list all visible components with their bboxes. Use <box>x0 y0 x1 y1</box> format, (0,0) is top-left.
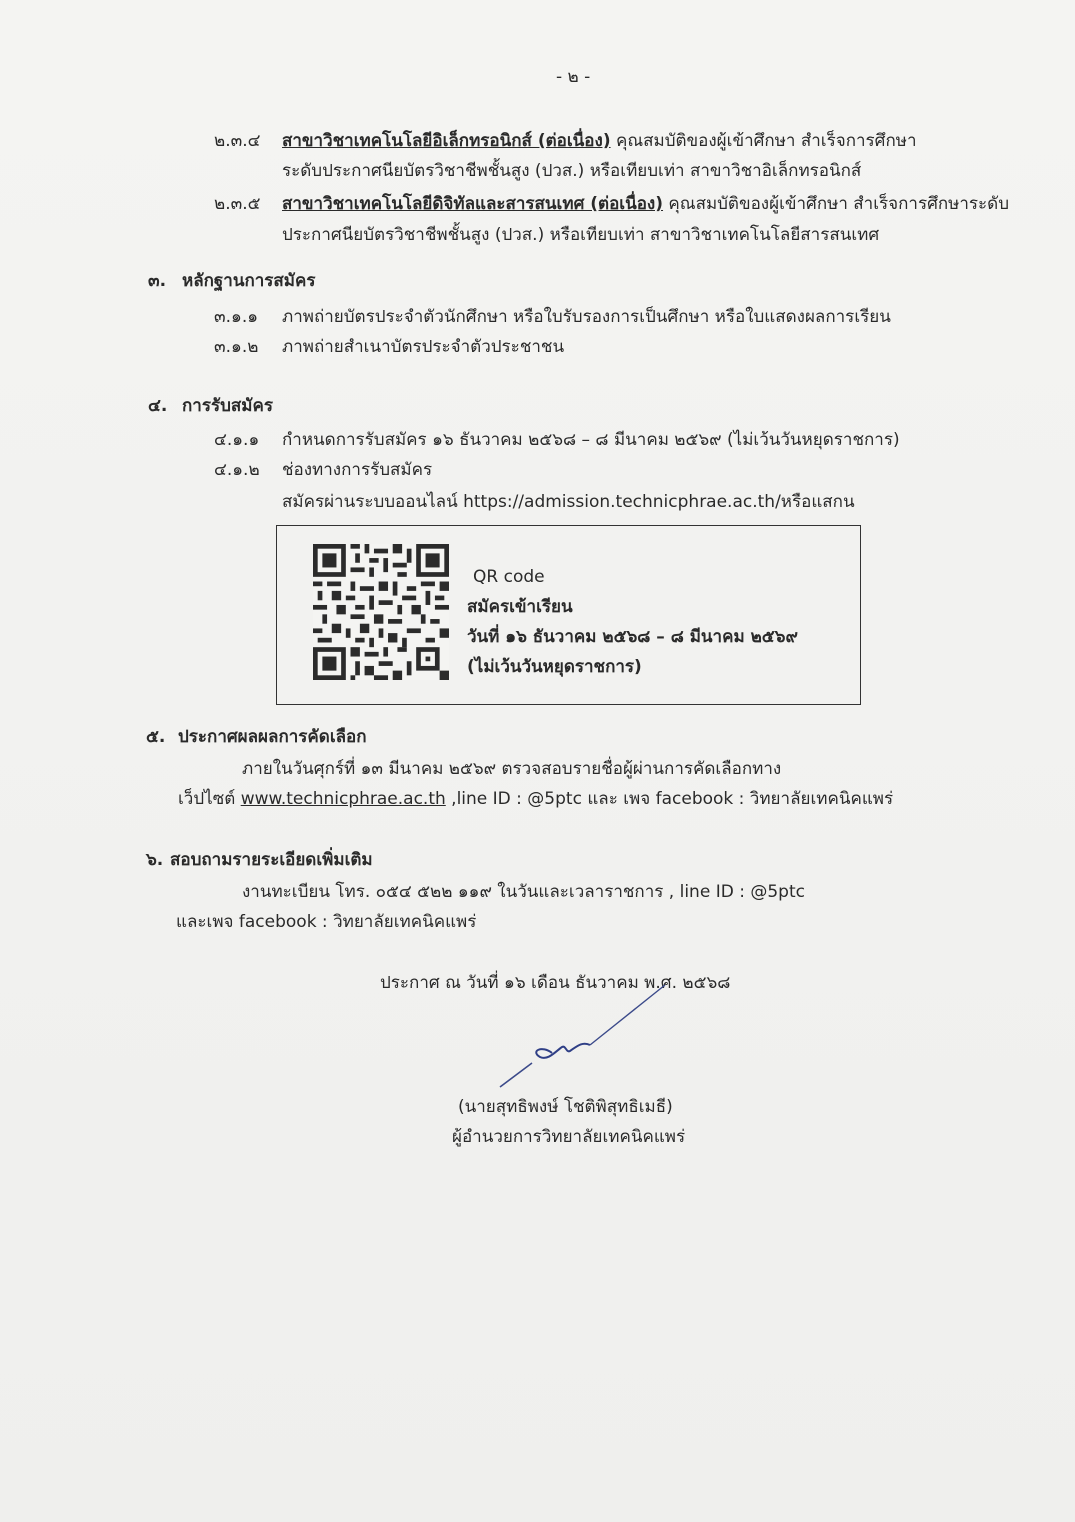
item-235-line1 <box>282 193 1009 215</box>
item-235-rest: คุณสมบัติของผู้เข้าศึกษา สำเร็จการศึกษาระดับ <box>663 194 1010 214</box>
item-311-number: ๓.๑.๑ <box>214 307 259 327</box>
signer-title: ผู้อำนวยการวิทยาลัยเทคนิคแพร่ <box>452 1127 686 1147</box>
section-5-title: ประกาศผลผลการคัดเลือก <box>178 727 367 747</box>
item-234-number: ๒.๓.๔ <box>214 131 261 151</box>
qr-apply-label: สมัครเข้าเรียน <box>467 597 573 617</box>
item-312-text: ภาพถ่ายสำเนาบัตรประจำตัวประชาชน <box>282 337 565 357</box>
item-235-number: ๒.๓.๕ <box>214 194 261 214</box>
item-311-text: ภาพถ่ายบัตรประจำตัวนักศึกษา หรือใบรับรองการเป็นศึกษา หรือใบแสดงผลการเรียน <box>282 307 891 327</box>
item-235-title: สาขาวิชาเทคโนโลยีดิจิทัลและสารสนเทศ (ต่อเนื่อง) <box>282 194 664 214</box>
item-234-line1 <box>282 130 917 152</box>
section-6-line1: งานทะเบียน โทร. ๐๕๔ ๕๒๒ ๑๑๙ ในวันและเวลาราชการ , line ID : @5ptc <box>242 882 805 902</box>
item-412-number: ๔.๑.๒ <box>214 460 260 480</box>
section-5-line2 <box>178 788 893 810</box>
announcement-date: ประกาศ ณ วันที่ ๑๖ เดือน ธันวาคม พ.ศ. ๒๕๖๘ <box>380 973 731 993</box>
item-234-rest: คุณสมบัติของผู้เข้าศึกษา สำเร็จการศึกษา <box>610 131 917 151</box>
section-5-line1: ภายในวันศุกร์ที่ ๑๓ มีนาคม ๒๕๖๙ ตรวจสอบรายชื่อผู้ผ่านการคัดเลือกทาง <box>242 759 782 779</box>
section-3-title: หลักฐานการสมัคร <box>182 271 316 291</box>
signer-name: (นายสุทธิพงษ์ โชติพิสุทธิเมธี) <box>458 1097 673 1117</box>
item-411-number: ๔.๑.๑ <box>214 430 260 450</box>
qr-code-icon[interactable] <box>313 544 449 680</box>
qr-label: QR code <box>473 567 545 587</box>
section-5-number: ๕. <box>146 727 166 747</box>
item-312-number: ๓.๑.๒ <box>214 337 259 357</box>
qr-note: (ไม่เว้นวันหยุดราชการ) <box>467 657 642 677</box>
website-link[interactable]: www.technicphrae.ac.th <box>240 789 446 809</box>
page-number: - ๒ - <box>556 67 591 87</box>
section-3-number: ๓. <box>148 271 167 291</box>
section-6-title: สอบถามรายระเอียดเพิ่มเติม <box>170 850 373 870</box>
item-411-text: กำหนดการรับสมัคร ๑๖ ธันวาคม ๒๕๖๘ – ๘ มีนาคม ๒๕๖๙ (ไม่เว้นวันหยุดราชการ) <box>282 430 900 450</box>
section-4-title: การรับสมัคร <box>182 396 273 416</box>
section-6-number: ๖. <box>146 850 164 870</box>
signature-image <box>490 975 690 1095</box>
qr-box <box>276 525 861 705</box>
section-6-line2: และเพจ facebook : วิทยาลัยเทคนิคแพร่ <box>176 912 477 932</box>
item-412-text: ช่องทางการรับสมัคร <box>282 460 433 480</box>
section-4-number: ๔. <box>148 396 168 416</box>
line-facebook-text: ,line ID : @5ptc และ เพจ facebook : วิทยาลัยเทคนิคแพร่ <box>445 789 894 809</box>
online-application-text: สมัครผ่านระบบออนไลน์ https://admission.technicphrae.ac.th/หรือแสกน <box>282 492 855 512</box>
website-label: เว็ปไซต์ <box>178 789 241 809</box>
qr-date-range: วันที่ ๑๖ ธันวาคม ๒๕๖๘ – ๘ มีนาคม ๒๕๖๙ <box>467 627 798 647</box>
item-234-title: สาขาวิชาเทคโนโลยีอิเล็กทรอนิกส์ (ต่อเนื่อง) <box>282 131 611 151</box>
item-234-line2: ระดับประกาศนียบัตรวิชาชีพชั้นสูง (ปวส.) หรือเทียบเท่า สาขาวิชาอิเล็กทรอนิกส์ <box>282 161 862 181</box>
item-235-line2: ประกาศนียบัตรวิชาชีพชั้นสูง (ปวส.) หรือเทียบเท่า สาขาวิชาเทคโนโลยีสารสนเทศ <box>282 225 880 245</box>
